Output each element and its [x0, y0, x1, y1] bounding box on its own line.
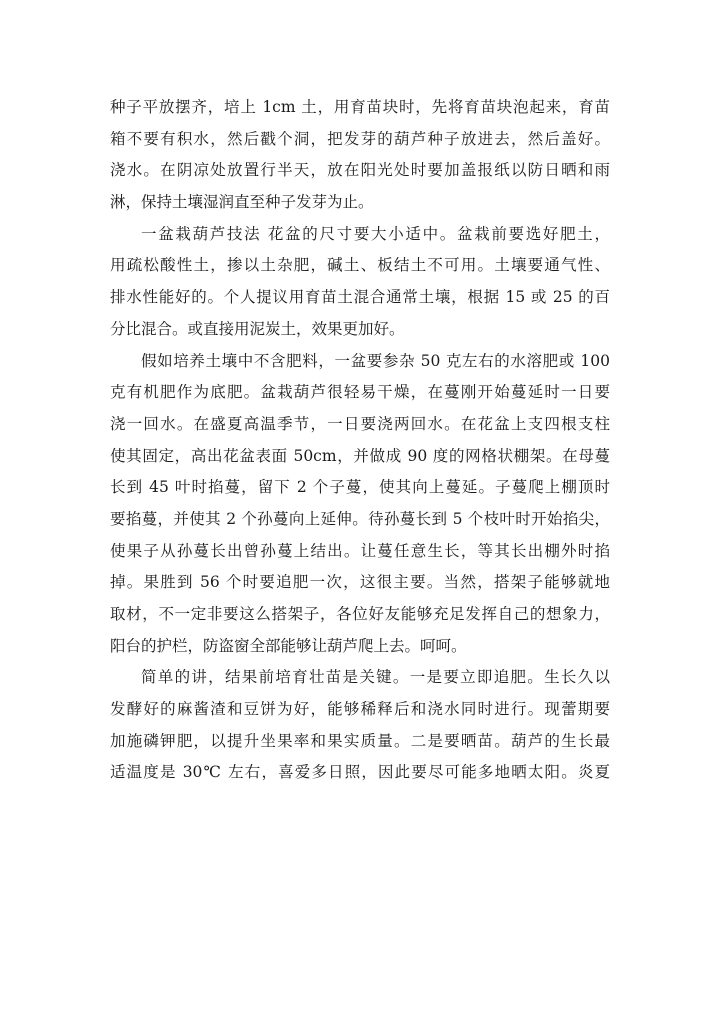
text-line: 长到 45 叶时掐蔓，留下 2 个子蔓，使其向上蔓延。子蔓爬上棚顶时: [110, 478, 610, 497]
text-line: 阳台的护栏，防盗窗全部能够让葫芦爬上去。呵呵。: [110, 636, 467, 655]
text-line: 使果子从孙蔓长出曾孙蔓上结出。让蔓任意生长，等其长出棚外时掐: [110, 541, 610, 560]
text-line: 克有机肥作为底肥。盆栽葫芦很轻易干燥，在蔓刚开始蔓延时一日要: [110, 383, 610, 402]
body-text: [110, 92, 610, 789]
text-line: 加施磷钾肥，以提升坐果率和果实质量。二是要晒苗。葫芦的生长最: [110, 731, 610, 750]
text-line: 种子平放摆齐，培上 1cm 土，用育苗块时，先将育苗块泡起来，育苗: [110, 98, 610, 116]
text-line: 淋，保持土壤湿润直至种子发芽为止。: [110, 193, 374, 212]
text-line: 分比混合。或直接用泥炭土，效果更加好。: [110, 319, 405, 338]
text-line: 适温度是 30℃ 左右，喜爱多日照，因此要尽可能多地晒太阳。炎夏: [110, 763, 610, 782]
text-line: 掉。果胜到 56 个时要追肥一次，这很主要。当然，搭架子能够就地: [110, 573, 610, 592]
text-line: 取材，不一定非要这么搭架子，各位好友能够充足发挥自己的想象力，: [110, 605, 610, 623]
text-line: 发酵好的麻酱渣和豆饼为好，能够稀释后和浇水同时进行。现蕾期要: [110, 700, 610, 719]
paragraph-start-line: 假如培养土壤中不含肥料，一盆要参杂 50 克左右的水溶肥或 100: [141, 351, 610, 370]
text-line: 排水性能好的。个人提议用育苗土混合通常土壤，根据 15 或 25 的百: [110, 288, 610, 307]
text-line: 用疏松酸性土，掺以土杂肥，碱土、板结土不可用。土壤要通气性、: [110, 256, 610, 275]
text-line: 浇水。在阴凉处放置行半天，放在阳光处时要加盖报纸以防日晒和雨: [110, 161, 610, 180]
paragraph-start-line: 简单的讲，结果前培育壮苗是关键。一是要立即追肥。生长久以: [141, 668, 610, 687]
text-line: 浇一回水。在盛夏高温季节，一日要浇两回水。在花盆上支四根支柱: [110, 414, 610, 433]
text-line: 箱不要有积水，然后戳个洞，把发芽的葫芦种子放进去，然后盖好。: [110, 129, 610, 148]
paragraph-start-line: 一盆栽葫芦技法 花盆的尺寸要大小适中。盆栽前要选好肥土，: [141, 224, 610, 243]
text-line: 要掐蔓，并使其 2 个孙蔓向上延伸。待孙蔓长到 5 个枝叶时开始掐尖，: [110, 509, 610, 528]
text-line: 使其固定，高出花盆表面 50cm，并做成 90 度的网格状棚架。在母蔓: [110, 446, 610, 465]
